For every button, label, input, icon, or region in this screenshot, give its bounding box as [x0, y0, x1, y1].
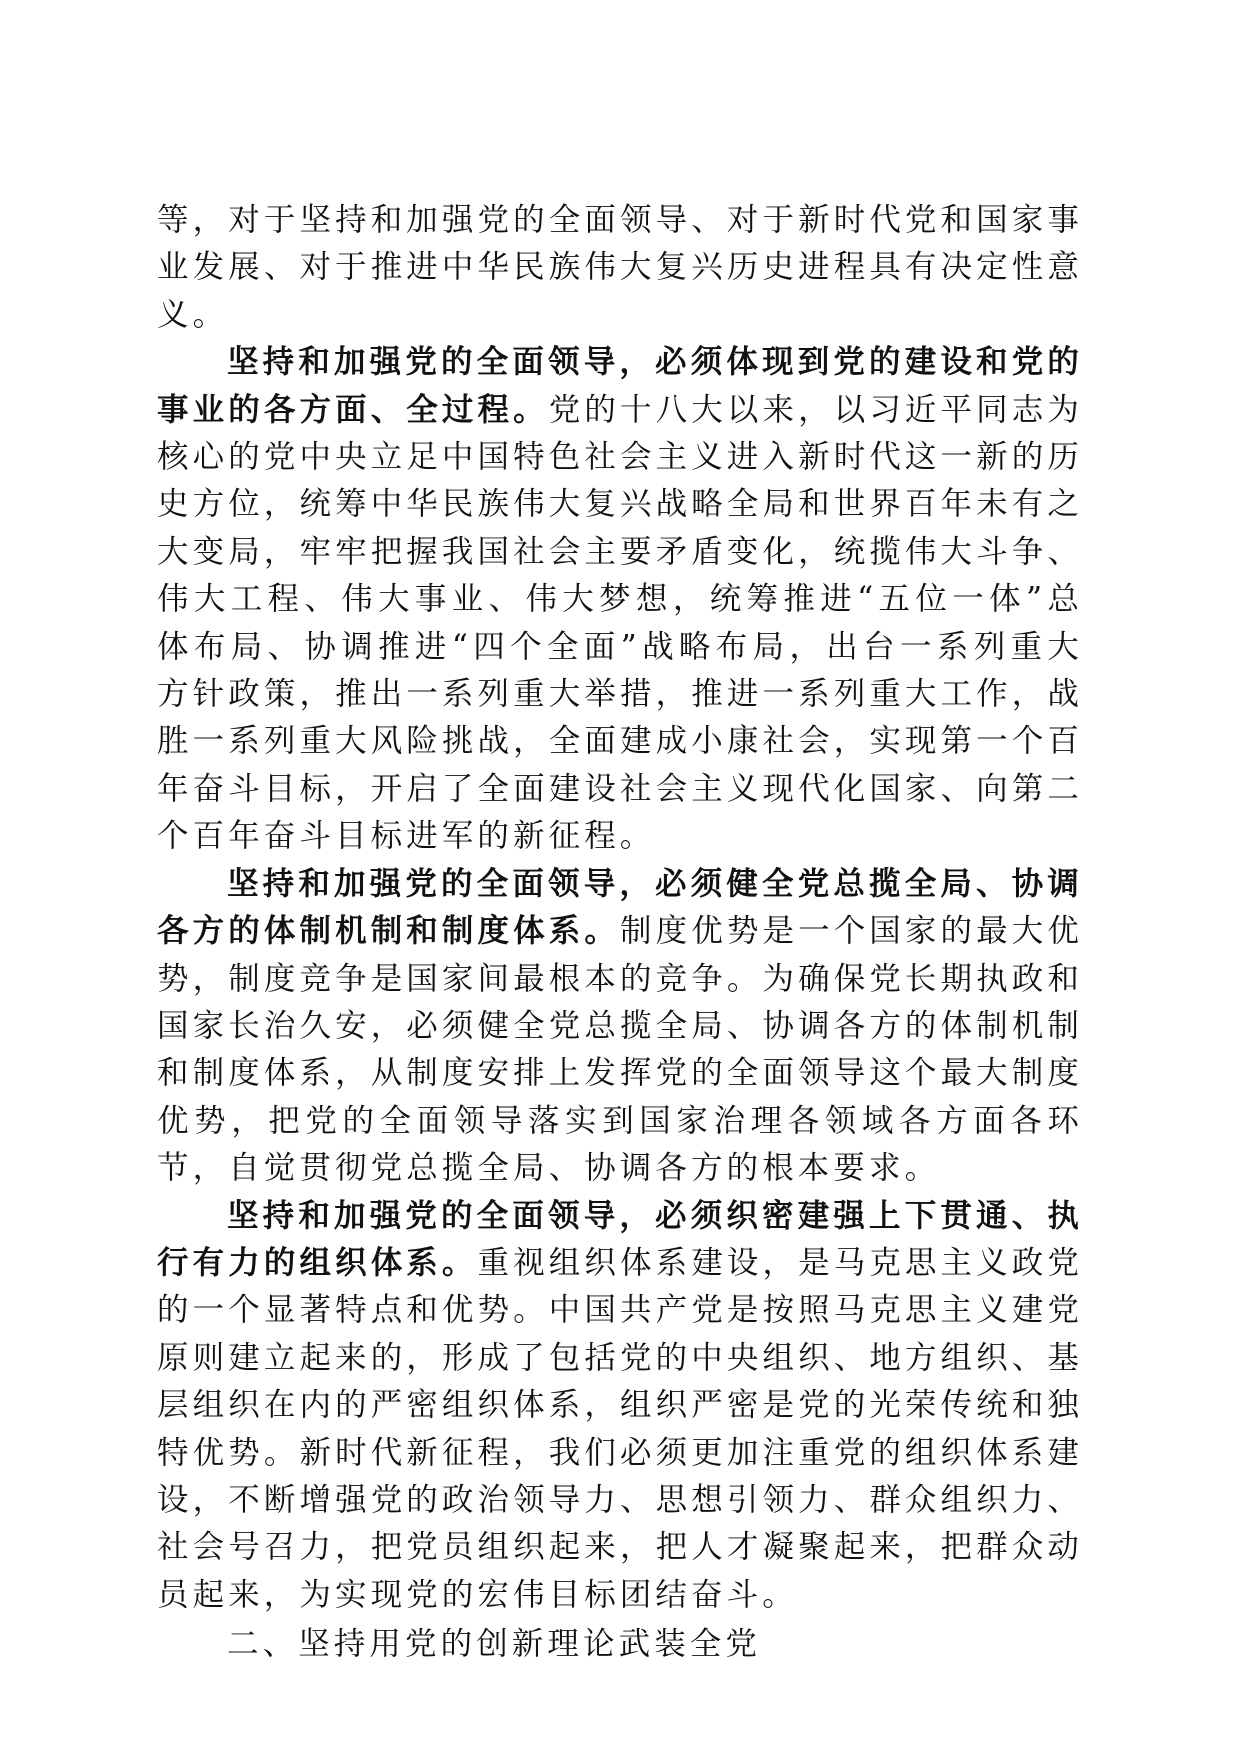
paragraph-organizational-system — [157, 1193, 1083, 1620]
paragraph-institutional-system — [157, 861, 1083, 1193]
paragraph-lead: 坚持和加强党的全面领导，必须健全党总揽全局、协调各方的体制机制和制度体系。 — [157, 865, 1083, 950]
paragraph-text: 等，对于坚持和加强党的全面领导、对于新时代党和国家事业发展、对于推进中华民族伟大复兴历史进程具有决定性意义。 — [157, 202, 1083, 333]
paragraph-leadership-all-aspects — [157, 339, 1083, 860]
paragraph-text: 制度优势是一个国家的最大优势，制度竞争是国家间最根本的竞争。为确保党长期执政和国家长治久安，必须健全党总揽全局、协调各方的体制机制和制度体系，从制度安排上发挥党的全面领导这个最大制度优势，把党的全面领导落实到国家治理各领域各方面各环节，自觉贯彻党总揽全局、协调各方的根本要求。 — [157, 913, 1083, 1187]
paragraph-lead: 坚持和加强党的全面领导，必须织密建强上下贯通、执行有力的组织体系。 — [157, 1197, 1083, 1281]
paragraph-text: 重视组织体系建设，是马克思主义政党的一个显著特点和优势。中国共产党是按照马克思主义建党原则建立起来的，形成了包括党的中央组织、地方组织、基层组织在内的严密组织体系，组织严密是党的光荣传统和独特优势。新时代新征程，我们必须更加注重党的组织体系建设，不断增强党的政治领导力、思想引领力、群众组织力、社会号召力，把党员组织起来，把人才凝聚起来，把群众动员起来，为实现党的宏伟目标团结奋斗。 — [157, 1244, 1083, 1613]
section-heading: 二、坚持用党的创新理论武装全党 — [227, 1626, 762, 1663]
document-page — [157, 197, 1083, 1669]
paragraph-text: 党的十八大以来，以习近平同志为核心的党中央立足中国特色社会主义进入新时代这一新的历史方位，统筹中华民族伟大复兴战略全局和世界百年未有之大变局，牢牢把握我国社会主要矛盾变化，统揽伟大斗争、伟大工程、伟大事业、伟大梦想，统筹推进“五位一体”总体布局、协调推进“四个全面”战略布局，出台一系列重大方针政策，推出一系列重大举措，推进一系列重大工作，战胜一系列重大风险挑战，全面建成小康社会，实现第一个百年奋斗目标，开启了全面建设社会主义现代化国家、向第二个百年奋斗目标进军的新征程。 — [157, 391, 1083, 855]
paragraph-continuation — [157, 197, 1083, 339]
paragraph-lead: 坚持和加强党的全面领导，必须体现到党的建设和党的事业的各方面、全过程。 — [157, 344, 1083, 428]
